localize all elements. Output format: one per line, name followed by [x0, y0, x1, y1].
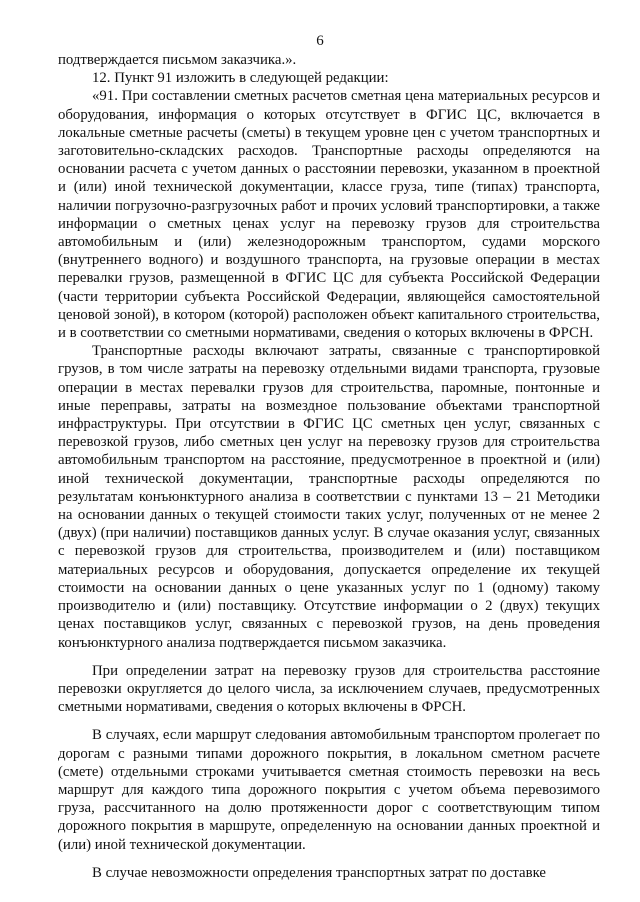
paragraph-continuation: подтверждается письмом заказчика.».	[58, 52, 297, 68]
paragraph-impossibility: В случае невозможности определения транспортных затрат по доставке	[92, 864, 546, 881]
paragraph-distance-rounding: При определении затрат на перевозку грузов для строительства расстояние перевозки округляется до целого числа, за исключением случаев, предусмотренных сметными нормативами, сведения о которых включены в ФРСН.	[58, 662, 600, 716]
page-number: 6	[316, 33, 324, 49]
paragraph-item-12: 12. Пункт 91 изложить в следующей редакции:	[92, 70, 389, 87]
paragraph-91: «91. При составлении сметных расчетов сметная цена материальных ресурсов и оборудования, информация о которых отсутствует в ФГИС ЦС, включается в локальные сметные расчеты (сметы) в текущем уровне цен с учетом транспортных и заготовительно-складских расходов. Транспортные расходы определяются на основании расчета с учетом данных о расстоянии перевозки, указанном в проектной и (или) иной технической документации, классе груза, типе (типах) транспорта, наличии погрузочно-разгрузочных работ и прочих условий транспортировки, а также информации о сметных ценах услуг на перевозку грузов для строительства автомобильным и (или) железнодорожным транспортом, судами морского (внутреннего водного) и воздушного транспорта, на грузовые операции в местах перевалки грузов, размещенной в ФГИС ЦС для субъекта Российской Федерации (части территории субъекта Российской Федерации, являющейся самостоятельной ценовой зоной), в котором (которой) расположен объект капитального строительства, и в соответствии со сметными нормативами, сведения о которых включены в ФРСН.	[58, 88, 600, 342]
paragraph-transport-expenses: Транспортные расходы включают затраты, связанные с транспортировкой грузов, в том числе затраты на перевозку отдельными видами транспорта, грузовые операции в местах перевалки грузов для строительства, паромные, понтонные и иные переправы, затраты на возмездное пользование объектами транспортной инфраструктуры. При отсутствии в ФГИС ЦС сметных цен услуг, связанных с перевозкой грузов, либо сметных цен услуг на перевозку грузов для строительства автомобильным транспортом на расстояние, предусмотренное в проектной и (или) иной технической документации, транспортные расходы определяются по результатам конъюнктурного анализа в соответствии с пунктами 13 – 21 Методики на основании данных о текущей стоимости таких услуг, полученных от не менее 2 (двух) (при наличии) поставщиков данных услуг. В случае оказания услуг, связанных с перевозкой грузов для строительства, производителем и (или) поставщиком материальных ресурсов и оборудования, допускается определение их текущей стоимости на основании данных о цене указанных услуг по 1 (одному) такому производителю и (или) поставщику. Отсутствие информации о 2 (двух) текущих ценах поставщиков услуг, связанных с перевозкой грузов, на день проведения конъюнктурного анализа подтверждается письмом заказчика.	[58, 343, 600, 651]
document-body	[58, 51, 600, 882]
paragraph-road-types: В случаях, если маршрут следования автомобильным транспортом пролегает по дорогам с разными типами дорожного покрытия, в локальном сметном расчете (смете) отдельными строками учитывается сметная стоимость перевозки на весь маршрут для каждого типа дорожного покрытия с учетом объема перевозимого груза, рассчитанного на долю протяженности дорог с соответствующим типом дорожного покрытия в маршруте, определенную на основании данных проектной и (или) иной технической документации.	[58, 727, 600, 853]
